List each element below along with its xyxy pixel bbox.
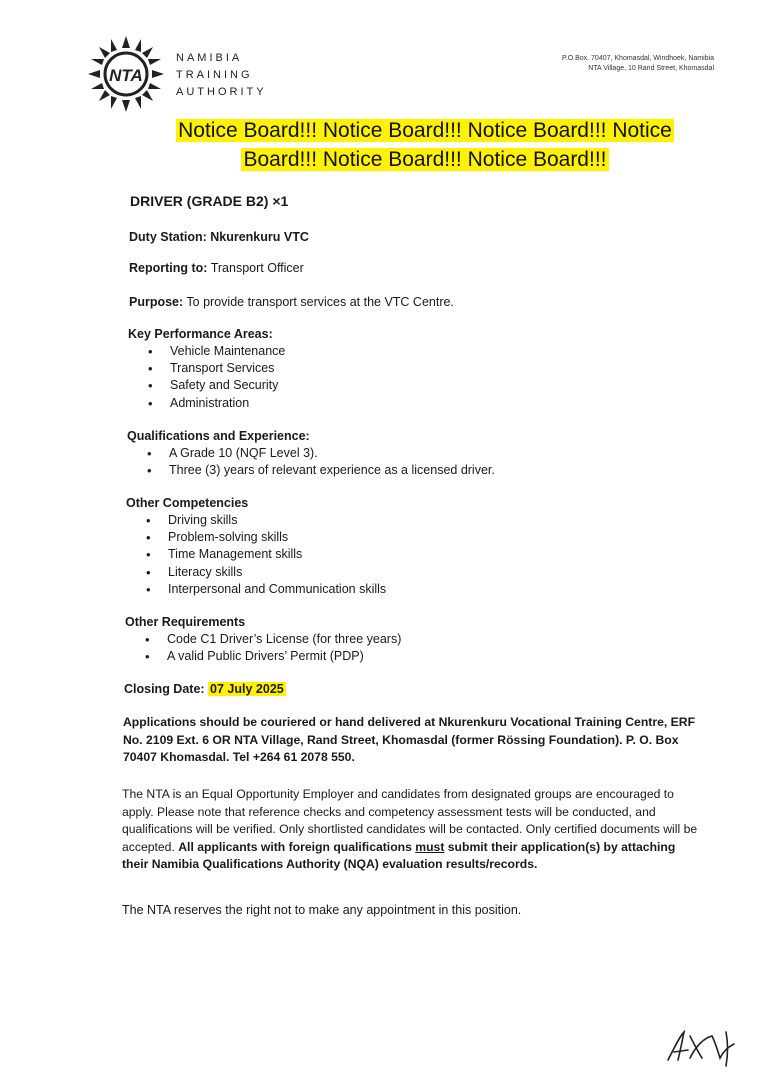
closing-label: Closing Date: xyxy=(124,682,205,696)
notice-line-2: Board!!! Notice Board!!! Notice Board!!! xyxy=(243,148,607,171)
org-line-1: NAMIBIA xyxy=(176,52,243,64)
purpose-label: Purpose: xyxy=(129,295,184,309)
reserve-statement: The NTA reserves the right not to make any appointment in this position. xyxy=(122,903,522,917)
eo-bold-underline: must xyxy=(415,839,445,854)
notice-line-1: Notice Board!!! Notice Board!!! Notice Board!!! Notice xyxy=(178,119,672,142)
signature-icon xyxy=(660,1022,740,1070)
address-block xyxy=(562,54,714,74)
eo-bold-start: All applicants with foreign qualifications xyxy=(178,839,416,854)
competencies-list xyxy=(146,512,386,598)
closing-date xyxy=(124,681,286,698)
kpa-heading: Key Performance Areas: xyxy=(128,327,273,341)
job-title: DRIVER (GRADE B2) ×1 xyxy=(130,193,289,209)
kpa-list xyxy=(148,343,285,412)
purpose xyxy=(129,294,454,311)
requirements-list xyxy=(145,631,401,665)
closing-date-value: 07 July 2025 xyxy=(210,682,284,696)
org-name xyxy=(176,50,267,101)
list-item: • Safety and Security xyxy=(148,377,285,394)
eo-bold-end: submit their application(s) by attaching their Namibia Qualifications Authority (NQA) evaluation results/records. xyxy=(122,839,676,871)
list-item: • Administration xyxy=(148,395,285,412)
list-item: • A valid Public Drivers’ Permit (PDP) xyxy=(145,648,401,665)
list-item: • Vehicle Maintenance xyxy=(148,343,285,360)
list-item: • Driving skills xyxy=(146,512,386,529)
list-item: • Code C1 Driver’s License (for three years) xyxy=(145,631,401,648)
reporting-to xyxy=(129,260,304,277)
list-item: • Three (3) years of relevant experience as a licensed driver. xyxy=(147,462,495,479)
nta-logo-icon xyxy=(86,34,166,114)
reporting-label: Reporting to: xyxy=(129,261,208,275)
address-line-2: NTA Village, 10 Rand Street, Khomasdal xyxy=(588,65,714,72)
notice-banner xyxy=(150,116,700,174)
reporting-value: Transport Officer xyxy=(207,261,304,275)
qualifications-list xyxy=(147,445,495,479)
list-item: • Literacy skills xyxy=(146,564,386,581)
equal-opportunity-paragraph xyxy=(122,786,702,874)
address-line-1: P.O.Box. 70407, Khomasdal, Windhoek, Namibia xyxy=(561,55,714,62)
list-item: • Transport Services xyxy=(148,360,285,377)
applications-paragraph: Applications should be couriered or hand delivered at Nkurenkuru Vocational Training Centre, ERF No. 2109 Ext. 6 OR NTA Village, Rand Street, Khomasdal (former Rössing Foundation). P. O. Box 70407 Khomasdal. Tel +264 61 2078 550. xyxy=(123,715,696,764)
org-line-2: TRAINING xyxy=(176,69,253,81)
list-item: • Interpersonal and Communication skills xyxy=(146,581,386,598)
requirements-heading: Other Requirements xyxy=(125,615,246,629)
org-line-3: AUTHORITY xyxy=(176,86,267,98)
competencies-heading: Other Competencies xyxy=(126,496,249,510)
qualifications-heading: Qualifications and Experience: xyxy=(127,429,310,443)
duty-station: Duty Station: Nkurenkuru VTC xyxy=(129,230,309,244)
list-item: • Time Management skills xyxy=(146,546,386,563)
list-item: • A Grade 10 (NQF Level 3). xyxy=(147,445,495,462)
purpose-value: To provide transport services at the VTC Centre. xyxy=(183,295,454,309)
logo-text: NTA xyxy=(109,66,143,85)
eo-text: The NTA is an Equal Opportunity Employer and candidates from designated groups are encouraged to apply. Please note that reference checks and competency assessment tests will be conducted, and qualifications will be verified. Only shortlisted candidates will be contacted. Only certified documents will be accepted. xyxy=(122,787,698,854)
list-item: • Problem-solving skills xyxy=(146,529,386,546)
